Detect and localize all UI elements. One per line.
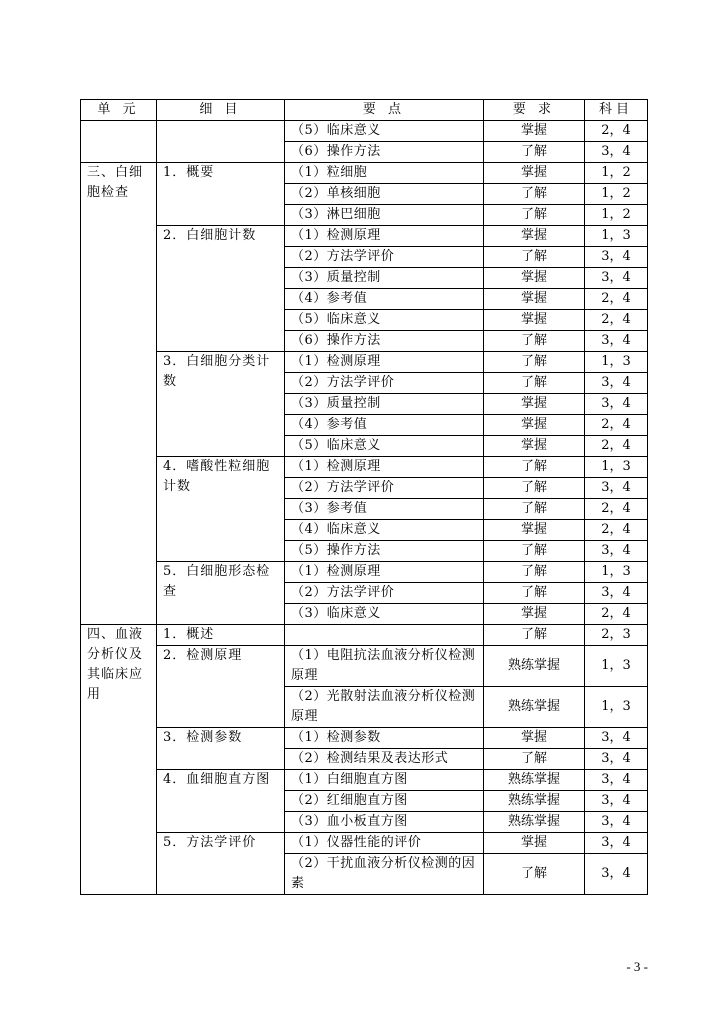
subject-cell: 3，4 [585,749,648,770]
subject-cell: 2，4 [585,436,648,457]
point-cell: （1）电阻抗法血液分析仪检测原理 [285,646,484,687]
subject-cell: 2，4 [585,289,648,310]
level-cell: 掌握 [484,226,585,247]
table-header-row [81,100,648,121]
level-cell: 了解 [484,247,585,268]
level-cell: 掌握 [484,415,585,436]
point-cell: （3）质量控制 [285,394,484,415]
level-cell: 熟练掌握 [484,791,585,812]
table-row [81,121,648,142]
level-cell: 熟练掌握 [484,687,585,728]
point-cell: （3）质量控制 [285,268,484,289]
point-cell: （6）操作方法 [285,331,484,352]
level-cell: 了解 [484,583,585,604]
point-cell: （1）粒细胞 [285,163,484,184]
point-cell: （1）仪器性能的评价 [285,833,484,854]
table-row [81,562,648,583]
table-row [81,163,648,184]
item-cell: 1．概述 [157,625,285,646]
subject-cell: 1，3 [585,226,648,247]
subject-cell: 3，4 [585,728,648,749]
point-cell: （3）参考值 [285,499,484,520]
subject-cell: 3，4 [585,583,648,604]
point-cell: （5）操作方法 [285,541,484,562]
level-cell: 掌握 [484,728,585,749]
subject-cell: 1，3 [585,457,648,478]
subject-cell: 2，4 [585,499,648,520]
level-cell: 了解 [484,331,585,352]
level-cell: 了解 [484,373,585,394]
subject-cell: 3，4 [585,394,648,415]
item-cell: 2．检测原理 [157,646,285,728]
subject-cell: 2，4 [585,520,648,541]
page-number: - 3 - [626,959,648,974]
table-row [81,457,648,478]
subject-cell: 3，4 [585,247,648,268]
table-row [81,352,648,373]
point-cell: （2）红细胞直方图 [285,791,484,812]
level-cell: 掌握 [484,163,585,184]
table-row [81,646,648,687]
item-cell: 3．检测参数 [157,728,285,770]
point-cell: （1）检测参数 [285,728,484,749]
table-row [81,625,648,646]
subject-cell: 3，4 [585,833,648,854]
subject-cell: 3，4 [585,142,648,163]
header-item: 细 目 [157,100,285,121]
point-cell: （2）方法学评价 [285,247,484,268]
point-cell: （3）淋巴细胞 [285,205,484,226]
subject-cell: 1，3 [585,687,648,728]
subject-cell: 1，3 [585,562,648,583]
subject-cell: 3，4 [585,854,648,895]
level-cell: 了解 [484,352,585,373]
point-cell: （5）临床意义 [285,436,484,457]
subject-cell: 3，4 [585,268,648,289]
subject-cell: 3，4 [585,478,648,499]
header-level: 要 求 [484,100,585,121]
level-cell: 掌握 [484,604,585,625]
level-cell: 掌握 [484,394,585,415]
point-cell: （4）参考值 [285,289,484,310]
level-cell: 熟练掌握 [484,770,585,791]
table-row [81,833,648,854]
level-cell: 了解 [484,562,585,583]
level-cell: 了解 [484,457,585,478]
point-cell: （2）方法学评价 [285,478,484,499]
level-cell: 掌握 [484,121,585,142]
point-cell: （1）白细胞直方图 [285,770,484,791]
table-row [81,770,648,791]
unit-cell: 三、白细胞检查 [81,163,157,625]
point-cell: （2）方法学评价 [285,583,484,604]
level-cell: 了解 [484,205,585,226]
item-cell: 5．白细胞形态检查 [157,562,285,625]
level-cell: 掌握 [484,833,585,854]
item-cell-empty [157,121,285,163]
item-cell: 4．血细胞直方图 [157,770,285,833]
point-cell: （1）检测原理 [285,562,484,583]
subject-cell: 1，2 [585,205,648,226]
point-cell: （3）血小板直方图 [285,812,484,833]
subject-cell: 2，4 [585,604,648,625]
level-cell: 熟练掌握 [484,646,585,687]
level-cell: 了解 [484,499,585,520]
level-cell: 了解 [484,184,585,205]
table-row [81,728,648,749]
header-point: 要 点 [285,100,484,121]
point-cell: （2）光散射法血液分析仪检测原理 [285,687,484,728]
point-cell: （1）检测原理 [285,457,484,478]
point-cell: （1）检测原理 [285,226,484,247]
point-cell: （3）临床意义 [285,604,484,625]
level-cell: 了解 [484,142,585,163]
subject-cell: 2，4 [585,121,648,142]
subject-cell: 2，4 [585,310,648,331]
level-cell: 掌握 [484,289,585,310]
subject-cell: 3，4 [585,331,648,352]
level-cell: 掌握 [484,520,585,541]
unit-cell-empty [81,121,157,163]
subject-cell: 3，4 [585,791,648,812]
subject-cell: 1，3 [585,352,648,373]
point-cell: （6）操作方法 [285,142,484,163]
level-cell: 掌握 [484,436,585,457]
point-cell: （5）临床意义 [285,121,484,142]
subject-cell: 1，2 [585,163,648,184]
subject-cell: 3，4 [585,373,648,394]
header-subject: 科目 [585,100,648,121]
unit-cell: 四、血液分析仪及其临床应用 [81,625,157,895]
level-cell: 了解 [484,541,585,562]
level-cell: 掌握 [484,310,585,331]
table-row [81,226,648,247]
header-unit: 单 元 [81,100,157,121]
point-cell: （4）临床意义 [285,520,484,541]
item-cell: 1．概要 [157,163,285,226]
subject-cell: 1，2 [585,184,648,205]
level-cell: 了解 [484,625,585,646]
point-cell: （2）检测结果及表达形式 [285,749,484,770]
point-cell: （2）干扰血液分析仪检测的因素 [285,854,484,895]
subject-cell: 2，3 [585,625,648,646]
item-cell: 5．方法学评价 [157,833,285,895]
point-cell: （4）参考值 [285,415,484,436]
subject-cell: 3，4 [585,812,648,833]
subject-cell: 3，4 [585,770,648,791]
level-cell: 了解 [484,749,585,770]
point-cell: （2）方法学评价 [285,373,484,394]
point-cell: （5）临床意义 [285,310,484,331]
point-cell: （1）检测原理 [285,352,484,373]
subject-cell: 3，4 [585,541,648,562]
point-cell [285,625,484,646]
item-cell: 3．白细胞分类计数 [157,352,285,457]
level-cell: 了解 [484,854,585,895]
level-cell: 了解 [484,478,585,499]
point-cell: （2）单核细胞 [285,184,484,205]
item-cell: 2．白细胞计数 [157,226,285,352]
syllabus-table [80,99,648,895]
subject-cell: 1，3 [585,646,648,687]
level-cell: 掌握 [484,268,585,289]
item-cell: 4．嗜酸性粒细胞计数 [157,457,285,562]
level-cell: 熟练掌握 [484,812,585,833]
subject-cell: 2，4 [585,415,648,436]
